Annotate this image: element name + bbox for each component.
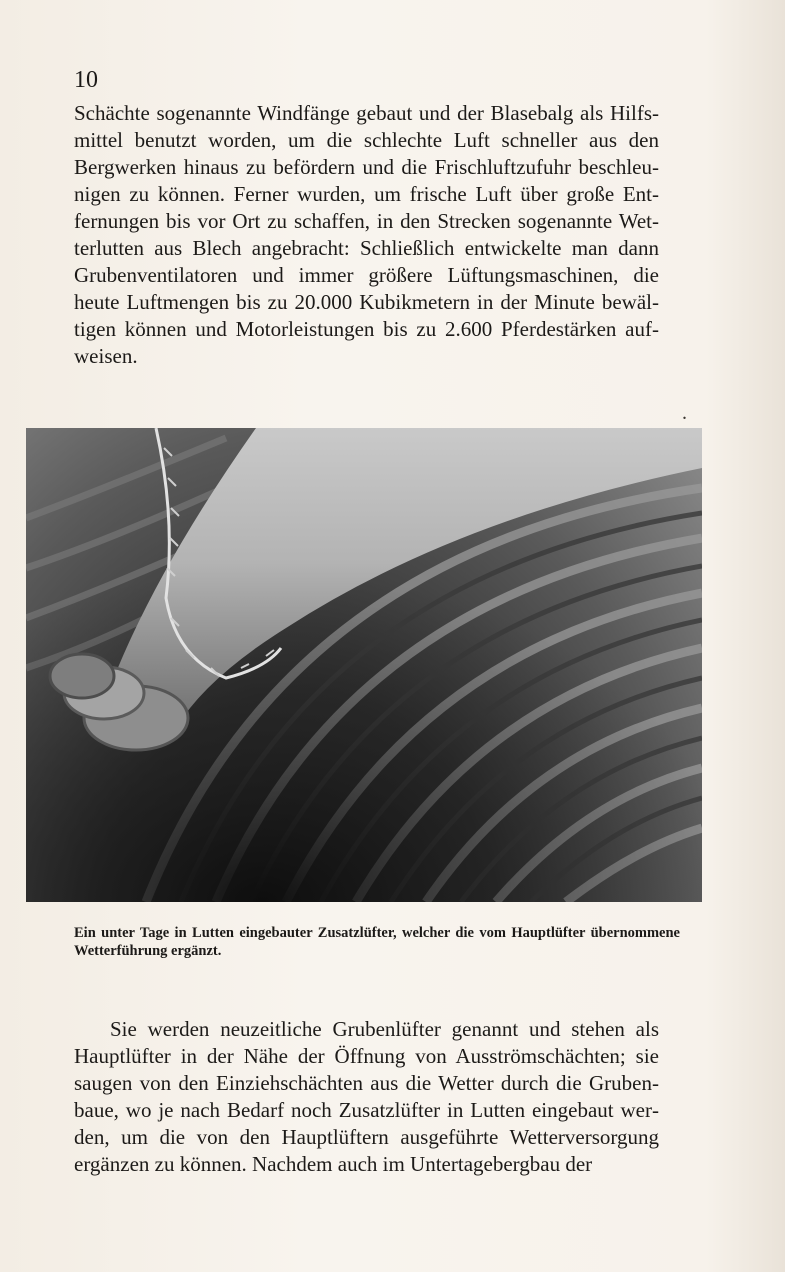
page-number: 10 — [74, 67, 98, 93]
tunnel-illustration — [26, 428, 702, 902]
edge-mark: . — [682, 402, 687, 424]
figure-caption: Ein unter Tage in Lutten eingebauter Zusatzlüfter, welcher die vom Hauptlüfter übernommene Wetterführung ergänzt. — [74, 925, 680, 959]
paragraph-2: Sie werden neuzeitliche Grubenlüfter genannt und stehen als Hauptlüfter in der Nähe der Öffnung von Ausströmschächten; sie saugen von den Einziehschächten aus die Wetter durch die Grubenbaue, wo je nach Bedarf noch Zusatzlüfter in Lutten eingebaut werden, um die von den Hauptlüftern ausgeführte Wetterversorgung ergänzen zu können. Nachdem auch im Untertagebergbau der — [74, 1017, 659, 1176]
paragraph-1: Schächte sogenannte Windfänge gebaut und der Blasebalg als Hilfsmittel benutzt worden, um die schlechte Luft schneller aus den Bergwerken hinaus zu befördern und die Frischluftzufuhr beschleunigen zu können. Ferner wurden, um frische Luft über große Entfernungen bis vor Ort zu schaffen, in den Strecken sogenannte Wetterlutten aus Blech angebracht: Schließlich entwickelte man dann Grubenventilatoren und immer größere Lüftungsmaschinen, die heute Luftmengen bis zu 20.000 Kubikmetern in der Minute bewältigen können und Motorleistungen bis zu 2.600 Pferdestärken aufweisen. — [74, 101, 659, 368]
mine-tunnel-photo — [26, 428, 702, 902]
